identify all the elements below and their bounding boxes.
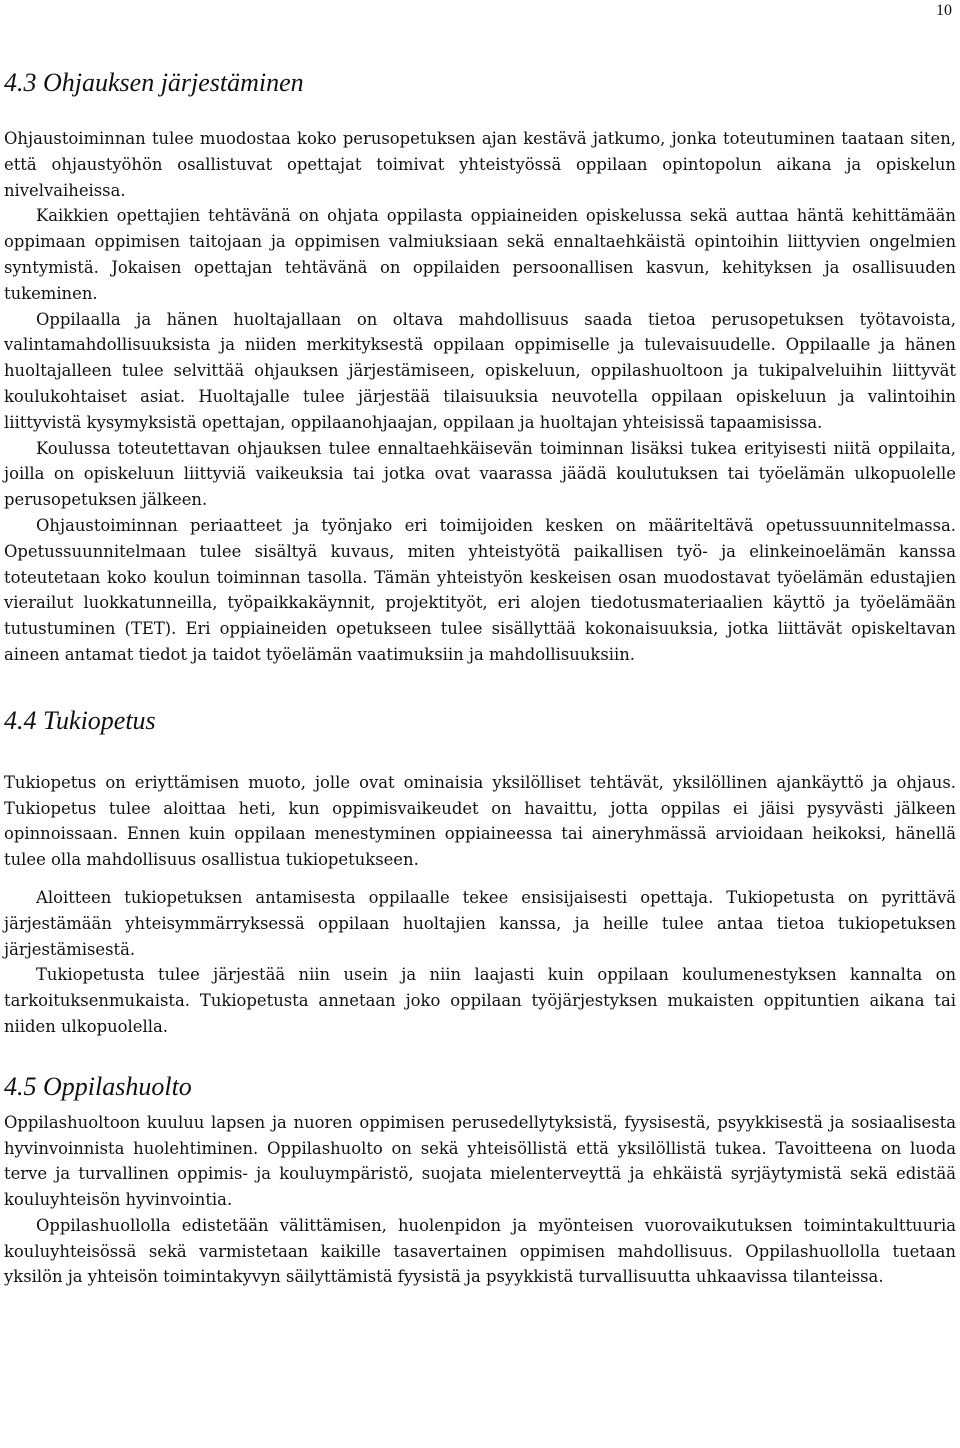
- paragraph: Koulussa toteutettavan ohjauksen tulee ennaltaehkäisevän toiminnan lisäksi tukea erityisesti niitä oppilaita, joilla on opiskeluun liittyviä vaikeuksia tai jotka ovat vaarassa jäädä koulutuksen tai työelämän ulkopuolelle perusopetuksen jälkeen.: [4, 438, 956, 510]
- page-content: [4, 66, 956, 1290]
- paragraph: Oppilashuollolla edistetään välittämisen, huolenpidon ja myönteisen vuorovaikutuksen toimintakulttuuria kouluyhteisössä sekä varmistetaan kaikille tasavertainen oppimisen mahdollisuus. Oppilashuollolla tuetaan yksilön ja yhteisön toimintakyvyn säilyttämistä fyysistä ja psyykkistä turvallisuutta uhkaavissa tilanteissa.: [4, 1215, 956, 1287]
- paragraph: Tukiopetusta tulee järjestää niin usein ja niin laajasti kuin oppilaan koulumenestyksen kannalta on tarkoituksenmukaista. Tukiopetusta annetaan joko oppilaan työjärjestyksen mukaisten oppituntien aikana tai niiden ulkopuolella.: [4, 965, 956, 1036]
- paragraph: Ohjaustoiminnan tulee muodostaa koko perusopetuksen ajan kestävä jatkumo, jonka toteutuminen taataan siten, että ohjaustyöhön osallistuvat opettajat toimivat yhteistyössä oppilaan opintopolun aikana ja opiskelun nivelvaiheissa.: [4, 129, 956, 200]
- section-heading-4-3: 4.3 Ohjauksen järjestäminen: [4, 68, 304, 97]
- paragraph: Oppilaalla ja hänen huoltajallaan on oltava mahdollisuus saada tietoa perusopetuksen työtavoista, valintamahdollisuuksista ja niiden merkityksestä oppilaan oppimiselle ja tulevaisuudelle. Oppilaalle ja hänen huoltajalleen tulee selvittää ohjauksen järjestämiseen, opiskeluun, oppilashuoltoon ja tukipalveluihin liittyvät koulukohtaiset asiat. Huoltajalle tulee järjestää tilaisuuksia neuvotella oppilaan opiskeluun ja valintoihin liittyvistä kysymyksistä opettajan, oppilaanohjaajan, oppilaan ja huoltajan yhteisissä tapaamisissa.: [4, 309, 956, 432]
- paragraph: Ohjaustoiminnan periaatteet ja työnjako eri toimijoiden kesken on määriteltävä opetussuunnitelmassa. Opetussuunnitelmaan tulee sisältyä kuvaus, miten yhteistyötä paikallisen työ- ja elinkeinoelämän kanssa toteutetaan koko koulun toiminnan tasolla. Tämän yhteistyön keskeisen osan muodostavat työelämän edustajien vierailut luokkatunneilla, työpaikkakäynnit, projektityöt, eri alojen tiedotusmateriaalien käyttö ja työelämään tutustuminen (TET). Eri oppiaineiden opetukseen tulee sisällyttää kokonaisuuksia, jotka liittävät opiskeltavan aineen antamat tiedot ja taidot työelämän vaatimuksiin ja mahdollisuuksiin.: [4, 515, 956, 664]
- paragraph: Kaikkien opettajien tehtävänä on ohjata oppilasta oppiaineiden opiskelussa sekä auttaa häntä kehittämään oppimaan oppimisen taitojaan ja oppimisen valmiuksiaan sekä ennaltaehkäistä opintoihin liittyvien ongelmien syntymistä. Jokaisen opettajan tehtävänä on oppilaiden persoonallisen kasvun, kehityksen ja osallisuuden tukeminen.: [4, 206, 956, 303]
- paragraph: Tukiopetus on eriyttämisen muoto, jolle ovat ominaisia yksilölliset tehtävät, yksilöllinen ajankäyttö ja ohjaus. Tukiopetus tulee aloittaa heti, kun oppimisvaikeudet on havaittu, jotta oppilas ei jäisi pysyvästi jälkeen opinnoissaan. Ennen kuin oppilaan menestyminen oppiaineessa tai aineryhmässä arvioidaan heikoksi, hänellä tulee olla mahdollisuus osallistua tukiopetukseen.: [4, 772, 956, 870]
- page-number: 10: [936, 2, 952, 19]
- paragraph: Oppilashuoltoon kuuluu lapsen ja nuoren oppimisen perusedellytyksistä, fyysisestä, psyykkisestä ja sosiaalisesta hyvinvoinnista huolehtiminen. Oppilashuolto on sekä yhteisöllistä että yksilöllistä tukea. Tavoitteena on luoda terve ja turvallinen oppimis- ja kouluympäristö, suojata mielenterveyttä ja ehkäistä syrjäytymistä sekä edistää kouluyhteisön hyvinvointia.: [4, 1112, 956, 1210]
- section-heading-4-5: 4.5 Oppilashuolto: [4, 1071, 192, 1101]
- section-heading-4-4: 4.4 Tukiopetus: [4, 705, 156, 735]
- paragraph: Aloitteen tukiopetuksen antamisesta oppilaalle tekee ensisijaisesti opettaja. Tukiopetusta on pyrittävä järjestämään yhteisymmärryksessä oppilaan huoltajien kanssa, ja heille tulee antaa tietoa tukiopetuksen järjestämisestä.: [4, 887, 956, 959]
